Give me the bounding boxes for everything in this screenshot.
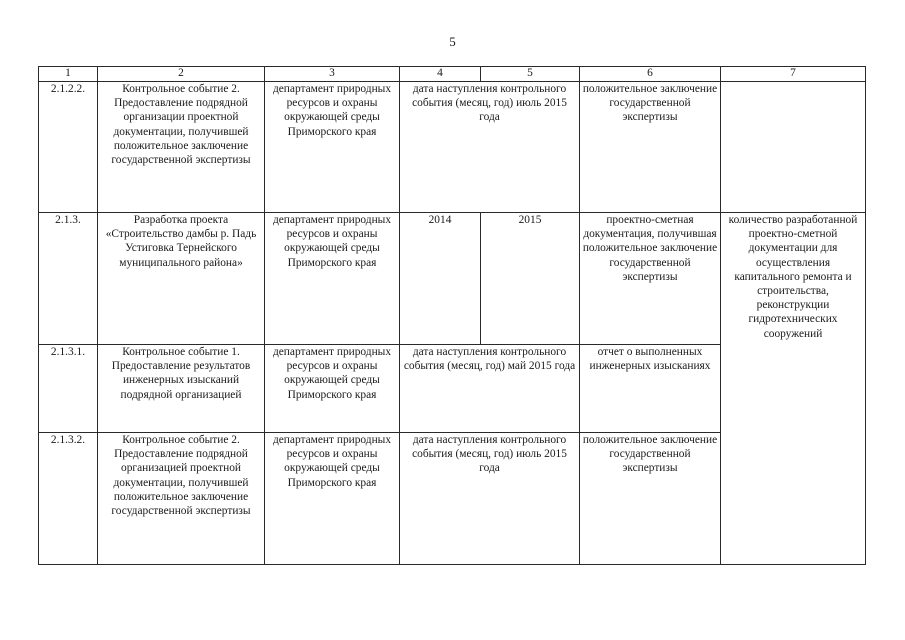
row-term: дата наступления контрольного события (месяц, год) июль 2015 года: [400, 433, 580, 565]
header-col-1: 1: [39, 67, 98, 82]
table-row: [39, 82, 866, 213]
row-start-year: 2014: [400, 213, 481, 345]
row-code: 2.1.3.1.: [39, 345, 98, 433]
plan-table: [38, 66, 866, 565]
row-responsible: департамент природных ресурсов и охраны окружающей среды Приморского края: [265, 82, 400, 213]
row-term: дата наступления контрольного события (месяц, год) май 2015 года: [400, 345, 580, 433]
header-col-2: 2: [98, 67, 265, 82]
row-responsible: департамент природных ресурсов и охраны окружающей среды Приморского края: [265, 433, 400, 565]
header-col-5: 5: [481, 67, 580, 82]
row-result: положительное заключение государственной экспертизы: [580, 433, 721, 565]
row-activity: Разработка проекта «Строительство дамбы р. Падь Устиговка Тернейского муниципального района»: [98, 213, 265, 345]
page-number: 5: [449, 34, 456, 49]
row-activity: Контрольное событие 2. Предоставление подрядной организацией проектной документации, получившей положительное заключение государственной экспертизы: [98, 433, 265, 565]
row-responsible: департамент природных ресурсов и охраны окружающей среды Приморского края: [265, 345, 400, 433]
header-col-4: 4: [400, 67, 481, 82]
header-col-7: 7: [721, 67, 866, 82]
row-result: отчет о выполненных инженерных изысканиях: [580, 345, 721, 433]
row-activity: Контрольное событие 2. Предоставление подрядной организации проектной документации, получившей положительное заключение государственной экспертизы: [98, 82, 265, 213]
row-indicator: количество разработанной проектно-сметной документации для осуществления капитального ремонта и строительства, реконструкции гидротехнических сооружений: [721, 213, 866, 565]
row-indicator: [721, 82, 866, 213]
row-result: проектно-сметная документация, получившая положительное заключение государственной экспертизы: [580, 213, 721, 345]
header-col-6: 6: [580, 67, 721, 82]
row-code: 2.1.3.: [39, 213, 98, 345]
row-term: дата наступления контрольного события (месяц, год) июль 2015 года: [400, 82, 580, 213]
row-activity: Контрольное событие 1. Предоставление результатов инженерных изысканий подрядной организацией: [98, 345, 265, 433]
table-row: [39, 213, 866, 345]
row-end-year: 2015: [481, 213, 580, 345]
header-row: [39, 67, 866, 82]
row-code: 2.1.3.2.: [39, 433, 98, 565]
row-responsible: департамент природных ресурсов и охраны окружающей среды Приморского края: [265, 213, 400, 345]
row-code: 2.1.2.2.: [39, 82, 98, 213]
header-col-3: 3: [265, 67, 400, 82]
row-result: положительное заключение государственной экспертизы: [580, 82, 721, 213]
